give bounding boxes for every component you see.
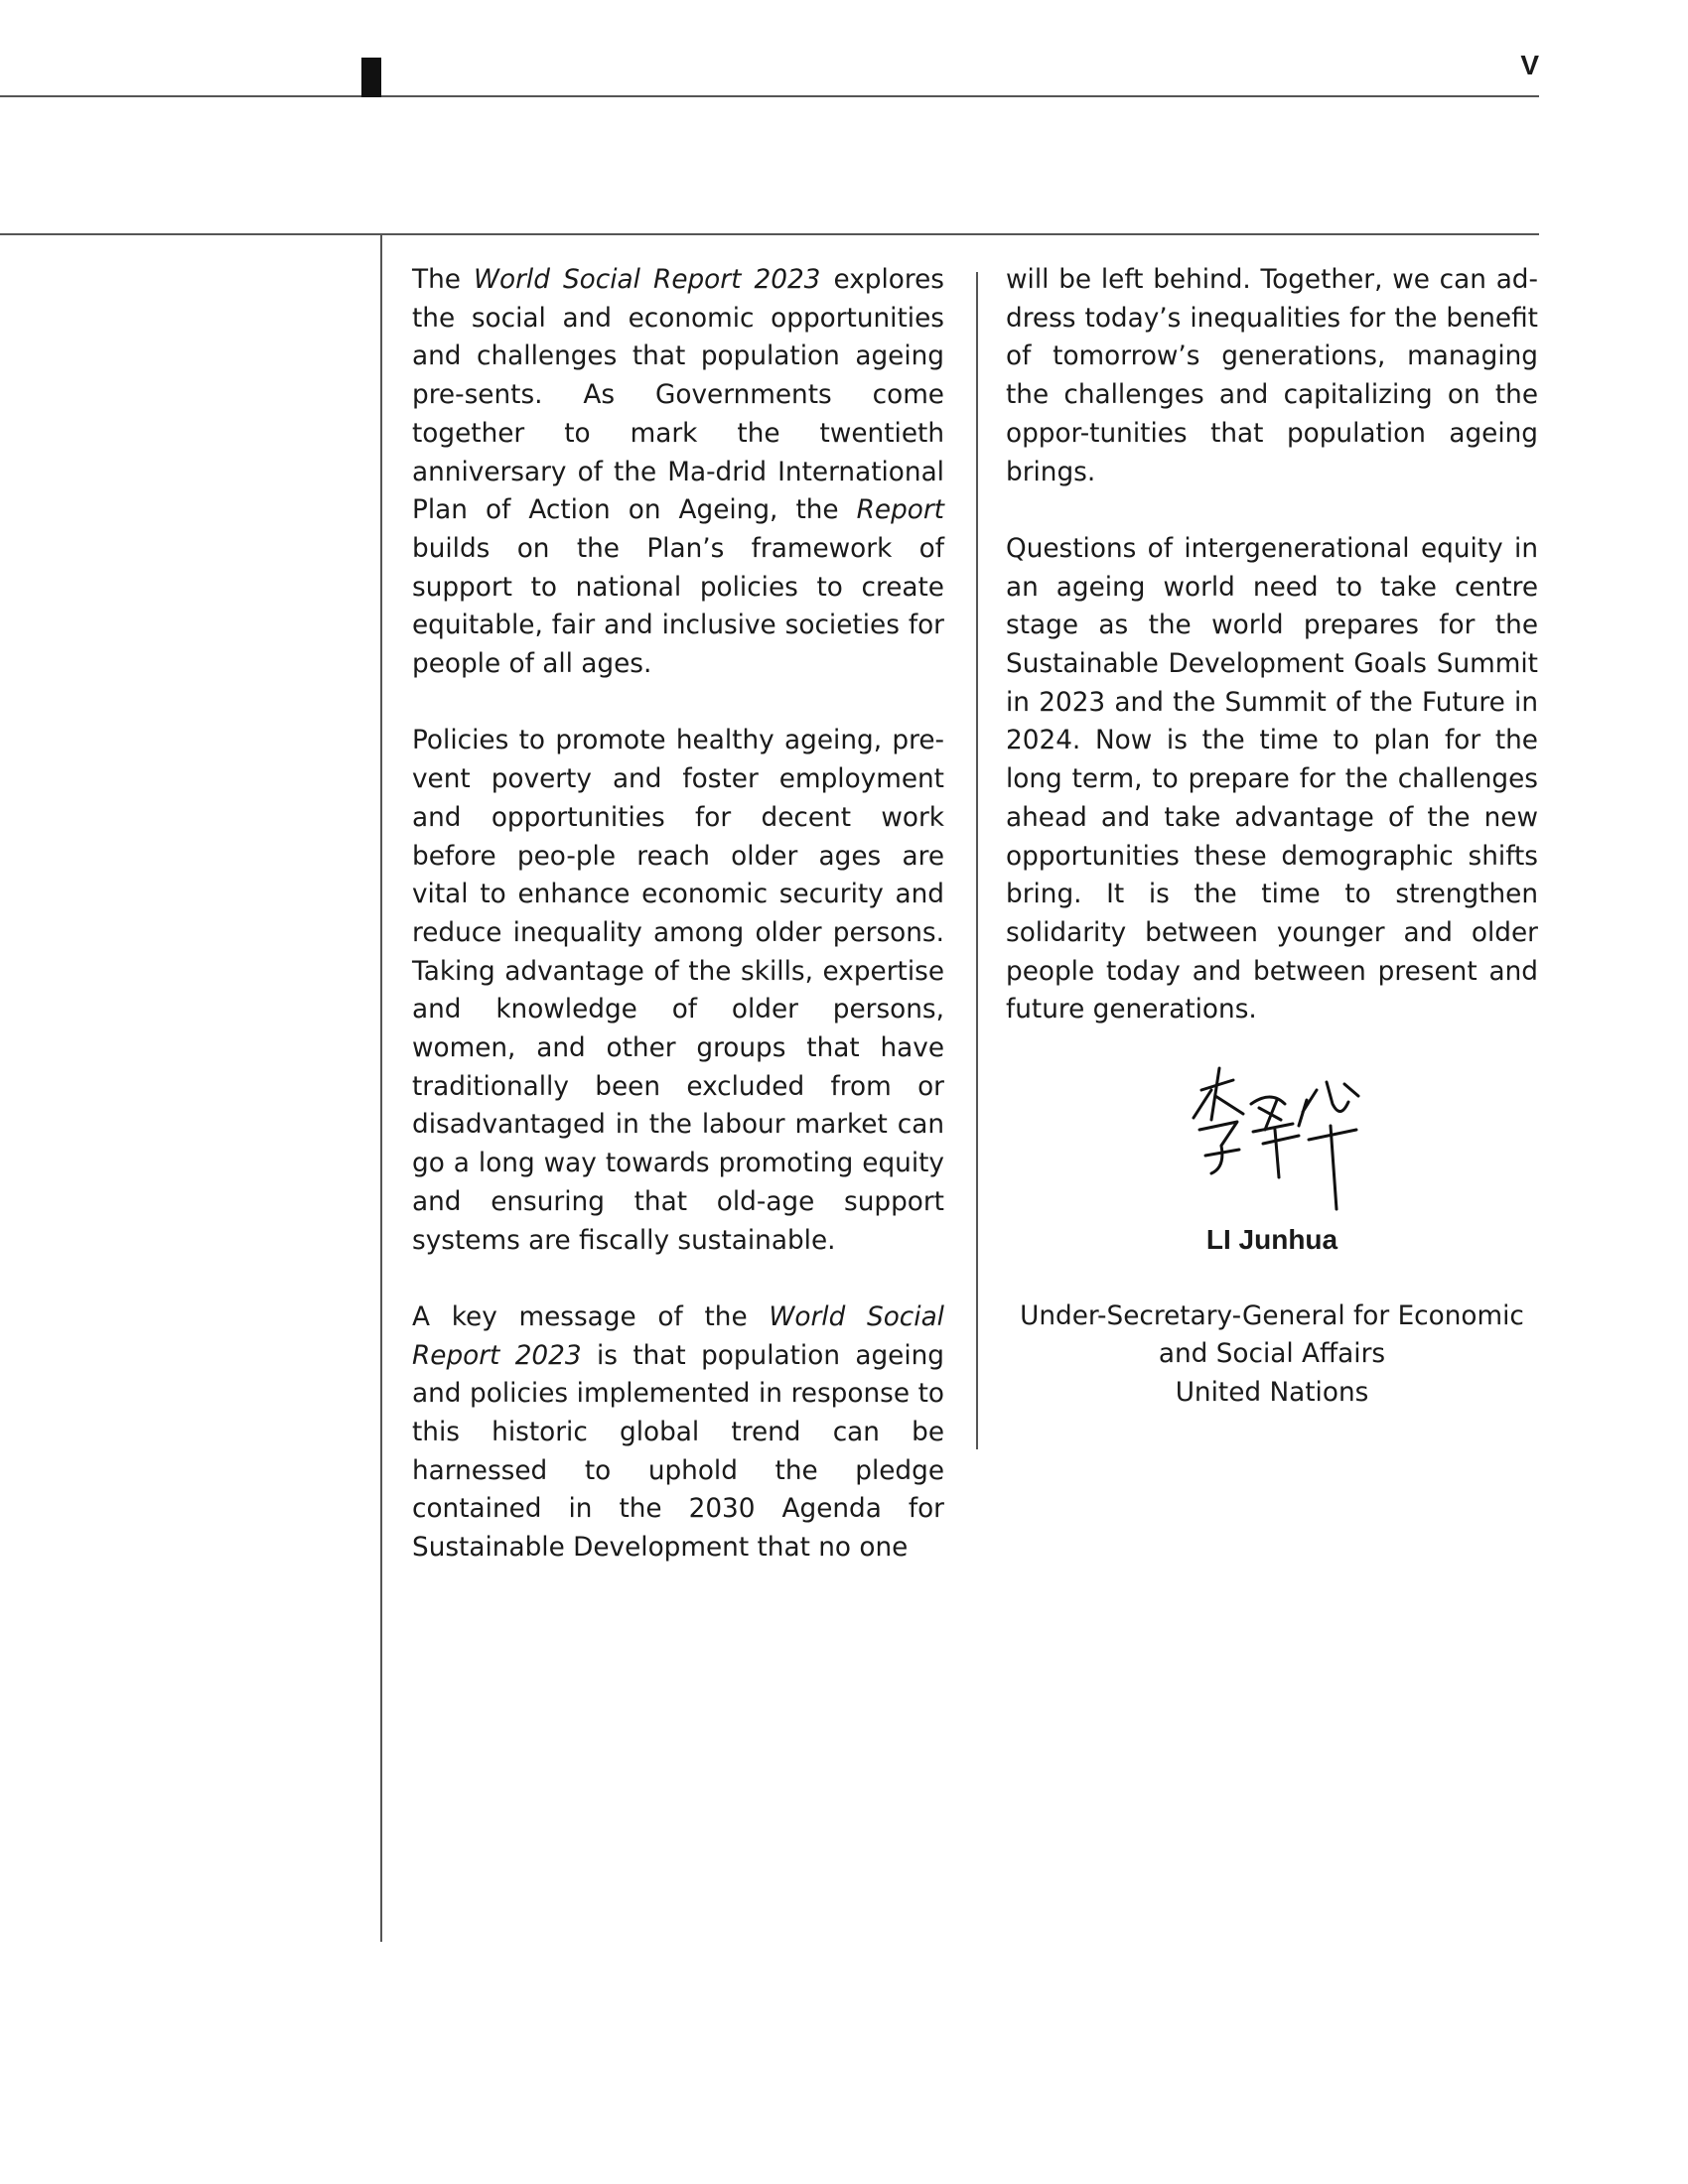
right-column	[1006, 261, 1538, 1029]
left-margin-rule	[380, 234, 382, 1942]
paragraph-2: Policies to promote healthy ageing, pre-vent poverty and foster employment and opportunities for decent work before peo-ple reach older ages are vital to enhance economic security and reduce inequality among older persons. Taking advantage of the skills, expertise and knowledge of older persons, women, and other groups that have traditionally been excluded from or disadvantaged in the labour market can go a long way towards promoting equity and ensuring that old-age support systems are fiscally sustainable.	[412, 726, 944, 1256]
page-number: V	[1520, 50, 1539, 80]
section-rule	[0, 233, 1539, 235]
report-italic: Report	[856, 495, 944, 526]
text-run: A key message of the	[412, 1301, 770, 1332]
paragraph-3	[412, 1298, 944, 1568]
paragraph-1	[412, 261, 944, 684]
report-title-italic: World Social Report 2023	[474, 265, 821, 295]
signatory-name: LI Junhua	[1205, 1224, 1338, 1255]
signatory-title	[1006, 1297, 1538, 1413]
paragraph-4: will be left behind. Together, we can ad-dress today’s inequalities for the benefit of tomorrow’s generations, managing the challenges and capitalizing on the oppor-tunities that population ageing brings.	[1006, 265, 1538, 487]
signatory-block	[1006, 1221, 1538, 1413]
header-tab-marker	[361, 58, 381, 97]
header-rule	[0, 95, 1539, 97]
title-line: United Nations	[1175, 1378, 1369, 1409]
title-line: Under-Secretary-General for Economic	[1020, 1300, 1524, 1331]
text-run: is that population ageing and policies implemented in response to this historic global trend can be harnessed to uphold the pledge contained in the 2030 Agenda for Sustainable Development that no one	[412, 1340, 944, 1564]
report-title-italic: World Social Report 2023	[412, 1301, 944, 1371]
text-run: The	[412, 265, 474, 295]
text-run: builds on the Plan’s framework of support to national policies to create equitable, fair and inclusive societies for people of all ages.	[412, 533, 944, 680]
text-run: explores the social and economic opportunities and challenges that population ageing pre-sents. As Governments come together to mark the twentieth anniversary of the Ma-drid International Plan of Action on Ageing, the	[412, 265, 944, 526]
left-column	[412, 261, 944, 1568]
paragraph-5: Questions of intergenerational equity in an ageing world need to take centre stage as the world prepares for the Sustainable Development Goals Summit in 2023 and the Summit of the Future in 2024. Now is the time to plan for the long term, to prepare for the challenges ahead and take advantage of the new opportunities these demographic shifts bring. It is the time to strengthen solidarity between younger and older people today and between present and future generations.	[1006, 533, 1538, 1025]
column-divider	[976, 272, 978, 1449]
title-line: and Social Affairs	[1158, 1339, 1386, 1370]
